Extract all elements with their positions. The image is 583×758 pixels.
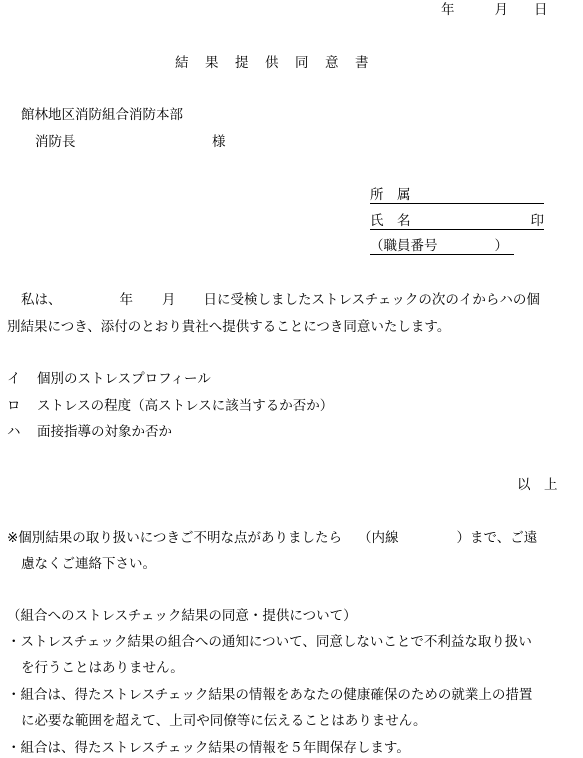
note-suffix: ）まで、ご遠 [456, 530, 538, 546]
item-text: ストレスの程度（高ストレスに該当するか否か） [37, 398, 334, 414]
union-bullet-3: ・組合は、得たストレスチェック結果の情報を５年間保存します。 [7, 740, 410, 756]
date-day-label: 日 [534, 2, 548, 18]
addressee-honorific: 様 [212, 134, 226, 150]
consent-year: 年 [119, 292, 133, 308]
closing-text: 以 上 [517, 477, 558, 493]
date-month-label: 月 [494, 2, 508, 18]
name-field [370, 213, 544, 230]
title-char: 供 [265, 55, 279, 71]
staff-number-field [370, 238, 514, 255]
union-bullet-2-line-2: に必要な範囲を超えて、上司や同僚等に伝えることはありません。 [21, 713, 427, 729]
affiliation-label: 所 属 [370, 187, 411, 203]
consent-line-2: 別結果につき、添付のとおり貴社へ提供することにつき同意いたします。 [7, 319, 451, 335]
title-char: 同 [295, 55, 309, 71]
title-char: 書 [355, 55, 369, 71]
title-char: 結 [175, 55, 189, 71]
item-text: 個別のストレスプロフィール [37, 371, 211, 387]
item-text: 面接指導の対象か否か [37, 424, 172, 440]
title-char: 提 [235, 55, 249, 71]
item-mark: ハ [7, 424, 21, 440]
extension-label: （内線 [358, 530, 399, 546]
item-i [7, 371, 211, 387]
note-line-1 [7, 530, 537, 546]
union-bullet-2-line-1: ・組合は、得たストレスチェック結果の情報をあなたの健康確保のための就業上の措置 [7, 687, 533, 703]
union-bullet-1-line-1: ・ストレスチェック結果の組合への通知について、同意しないことで不利益な取り扱い [7, 634, 532, 650]
seal-label: 印 [530, 213, 544, 229]
name-label: 氏 名 [370, 213, 411, 229]
item-mark: イ [7, 371, 21, 387]
affiliation-field [370, 187, 544, 204]
title-char: 意 [325, 55, 339, 71]
union-bullet-1-line-2: を行うことはありません。 [21, 660, 184, 676]
consent-prefix: 私は、 [21, 292, 62, 308]
consent-month: 月 [162, 292, 176, 308]
document-title [175, 55, 369, 71]
union-heading: （組合へのストレスチェック結果の同意・提供について） [7, 608, 357, 624]
addressee-org: 館林地区消防組合消防本部 [21, 107, 183, 123]
date-year-label: 年 [441, 2, 455, 18]
staff-number-close: ） [494, 238, 508, 254]
staff-number-open: （職員番号 [370, 238, 438, 254]
note-prefix: ※個別結果の取り扱いにつきご不明な点がありましたら [7, 530, 343, 546]
consent-suffix: 日に受検しましたストレスチェックの次のイからハの個 [203, 292, 540, 308]
addressee-chief: 消防長 [35, 134, 76, 150]
item-ro [7, 398, 333, 414]
item-mark: ロ [7, 398, 21, 414]
item-ha [7, 424, 172, 440]
note-line-2: 慮なくご連絡下さい。 [21, 556, 156, 572]
date-line [441, 2, 548, 18]
title-char: 果 [205, 55, 219, 71]
consent-line-1 [21, 292, 540, 308]
